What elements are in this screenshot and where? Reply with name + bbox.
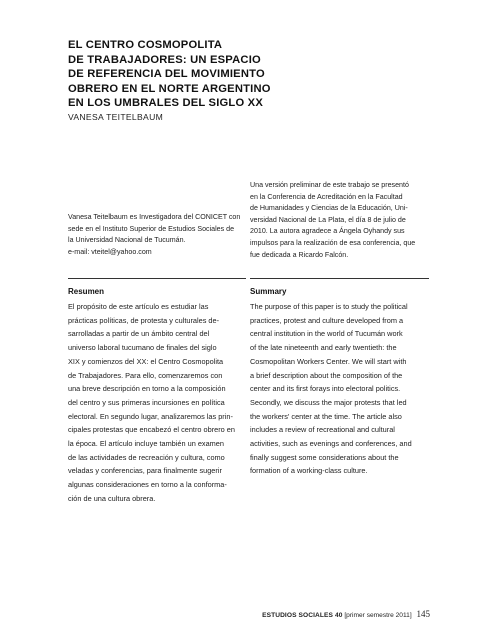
preliminary-note <box>250 180 428 261</box>
title-line: OBRERO EN EL NORTE ARGENTINO <box>68 82 271 95</box>
resumen-line: ción de una cultura obrera. <box>68 493 156 503</box>
author-name: VANESA TEITELBAUM <box>68 112 164 122</box>
resumen-line: sarrolladas a partir de un ámbito central del <box>68 329 210 339</box>
resumen-line: El propósito de este artículo es estudiar las <box>68 302 209 311</box>
affiliation-line: Vanesa Teitelbaum es Investigadora del CONICET con <box>68 213 241 221</box>
note-line: Una versión preliminar de este trabajo se presentó <box>250 181 409 189</box>
resumen-heading: Resumen <box>68 287 105 296</box>
summary-line: Secondly, we discuss the major protests that led <box>250 397 407 407</box>
resumen-line: electoral. En segundo lugar, analizaremos las prin- <box>68 411 233 421</box>
summary-line: practices, protest and culture developed from a <box>250 315 404 325</box>
page-footer <box>250 609 430 619</box>
title-line: DE REFERENCIA DEL MOVIMIENTO <box>68 68 265 81</box>
summary-line: center and its first forays into electoral politics. <box>250 384 401 394</box>
resumen-line: prácticas políticas, de protesta y culturales de- <box>68 315 220 325</box>
summary-line: activities, such as evenings and conferences, and <box>250 439 412 449</box>
summary-heading: Summary <box>250 287 287 296</box>
resumen-line: de las actividades de recreación y cultura, como <box>68 452 225 462</box>
resumen-line: de Trabajadores. Para ello, comenzaremos con <box>68 370 223 380</box>
page-number: 145 <box>416 609 430 619</box>
resumen-line: del centro y sus primeras incursiones en política <box>68 397 225 407</box>
issue-label: [primer semestre 2011] <box>344 612 412 619</box>
summary-body <box>250 300 432 478</box>
note-line: versidad Nacional de La Plata, el día 8 de julio de <box>250 215 406 224</box>
journal-name: ESTUDIOS SOCIALES 40 <box>262 612 343 619</box>
summary-line: finally suggest some considerations about the <box>250 452 399 462</box>
resumen-rule <box>68 278 246 279</box>
note-line: impulsos para la realización de esa conferencia, que <box>250 238 416 247</box>
author-email: e-mail: vteitel@yahoo.com <box>68 247 152 256</box>
resumen-line: cipales protestas que encabezó el centro obrero en <box>68 425 235 435</box>
affiliation-line: sede en el Instituto Superior de Estudios Sociales de <box>68 224 235 233</box>
resumen-line: XIX y comienzos del XX: el Centro Cosmopolita <box>68 356 224 366</box>
note-line: de Humanidades y Ciencias de la Educación, Uni- <box>250 204 408 213</box>
title-line: EN LOS UMBRALES DEL SIGLO XX <box>68 97 263 110</box>
article-title <box>68 38 308 111</box>
summary-line: of the late nineteenth and early twentieth: the <box>250 343 397 353</box>
title-line: EL CENTRO COSMOPOLITA <box>68 39 223 51</box>
summary-line: includes a review of recreational and cultural <box>250 425 395 435</box>
resumen-body <box>68 300 250 506</box>
author-affiliation <box>68 212 246 258</box>
summary-line: a brief description about the composition of the <box>250 370 403 380</box>
summary-line: the workers' center at the time. The article also <box>250 411 402 421</box>
resumen-line: veladas y conferencias, para finalmente sugerir <box>68 466 222 476</box>
affiliation-line: la Universidad Nacional de Tucumán. <box>68 236 186 245</box>
resumen-line: la época. El artículo incluye también un examen <box>68 439 224 449</box>
summary-line: The purpose of this paper is to study the political <box>250 302 408 311</box>
resumen-line: universo laboral tucumano de finales del siglo <box>68 343 217 353</box>
summary-line: central institution in the world of Tucumán work <box>250 329 403 339</box>
resumen-line: una breve descripción en torno a la composición <box>68 384 226 394</box>
note-line: 2010. La autora agradece a Ángela Oyhandy sus <box>250 227 405 236</box>
summary-line: Cosmopolitan Workers Center. We will start with <box>250 356 407 366</box>
title-line: DE TRABAJADORES: UN ESPACIO <box>68 53 261 66</box>
summary-line: formation of a working-class culture. <box>250 466 368 476</box>
note-line: fue dedicada a Ricardo Falcón. <box>250 250 349 259</box>
summary-rule <box>250 278 429 279</box>
note-line: en la Conferencia de Acreditación en la Facultad <box>250 192 403 201</box>
resumen-line: algunas consideraciones en torno a la conforma- <box>68 480 227 490</box>
